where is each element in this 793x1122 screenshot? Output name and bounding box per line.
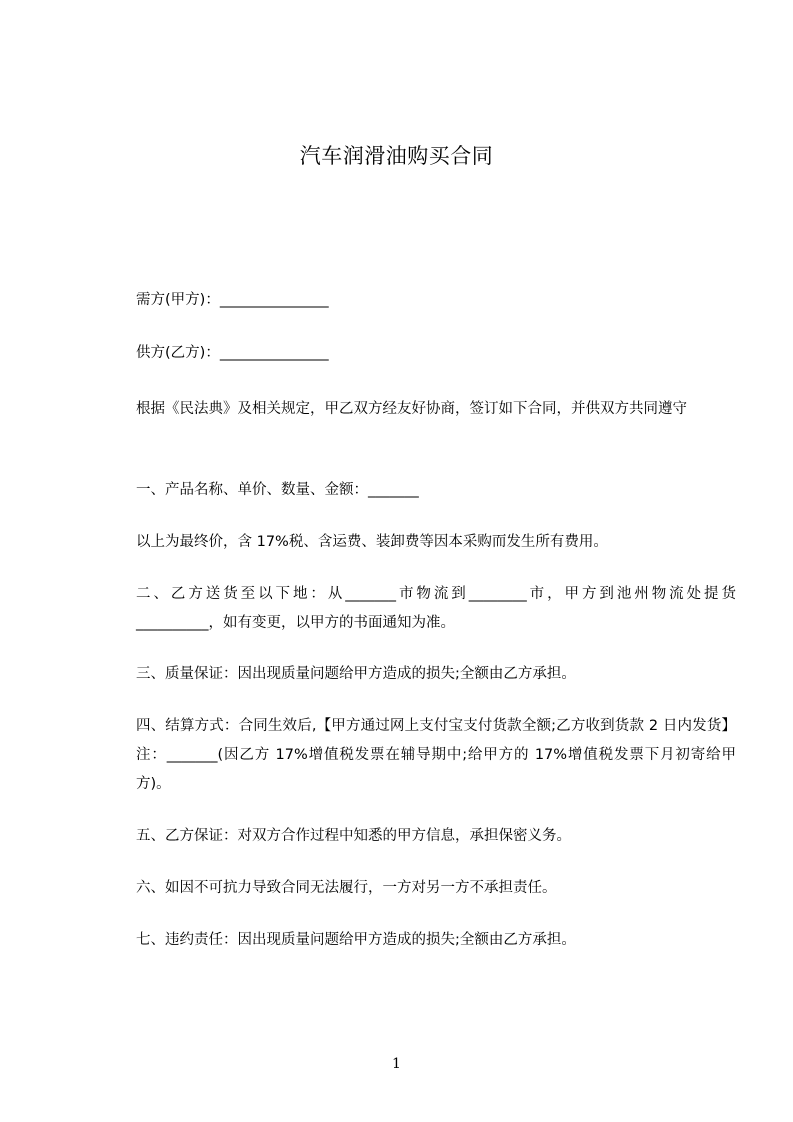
- party-b-line: 供方(乙方)：_______________: [136, 345, 329, 361]
- party-a-line: 需方(甲方)：_______________: [136, 292, 329, 308]
- clause-3-quality: 三、质量保证：因出现质量问题给甲方造成的损失;全额由乙方承担。: [136, 666, 576, 682]
- clause-6-force-majeure: 六、如因不可抗力导致合同无法履行，一方对另一方不承担责任。: [136, 880, 557, 896]
- clause-1-product: 一、产品名称、单价、数量、金额：_______: [136, 482, 419, 498]
- clause-5-guarantee: 五、乙方保证：对双方合作过程中知悉的甲方信息，承担保密义务。: [136, 828, 571, 844]
- clause-4-settlement: 四、结算方式：合同生效后,【甲方通过网上支付宝支付货款全额;乙方收到货款 2 日内发货】注：_______(因乙方 17%增值税发票在辅导期中;给甲方的 17%增值税发票下月初寄给甲方)。: [136, 718, 736, 792]
- document-title: 汽车润滑油购买合同: [299, 144, 494, 168]
- page-number: 1: [392, 1056, 401, 1072]
- clause-7-liability: 七、违约责任：因出现质量问题给甲方造成的损失;全额由乙方承担。: [136, 932, 576, 948]
- preamble-paragraph: 根据《民法典》及相关规定，甲乙双方经友好协商，签订如下合同，并供双方共同遵守: [136, 401, 687, 417]
- price-note: 以上为最终价，含 17%税、含运费、装卸费等因本采购而发生所有费用。: [136, 534, 608, 550]
- clause-2-delivery: 二、乙方送货至以下地：从_______市物流到________市，甲方到池州物流处提货__________，如有变更，以甲方的书面通知为准。: [136, 586, 736, 631]
